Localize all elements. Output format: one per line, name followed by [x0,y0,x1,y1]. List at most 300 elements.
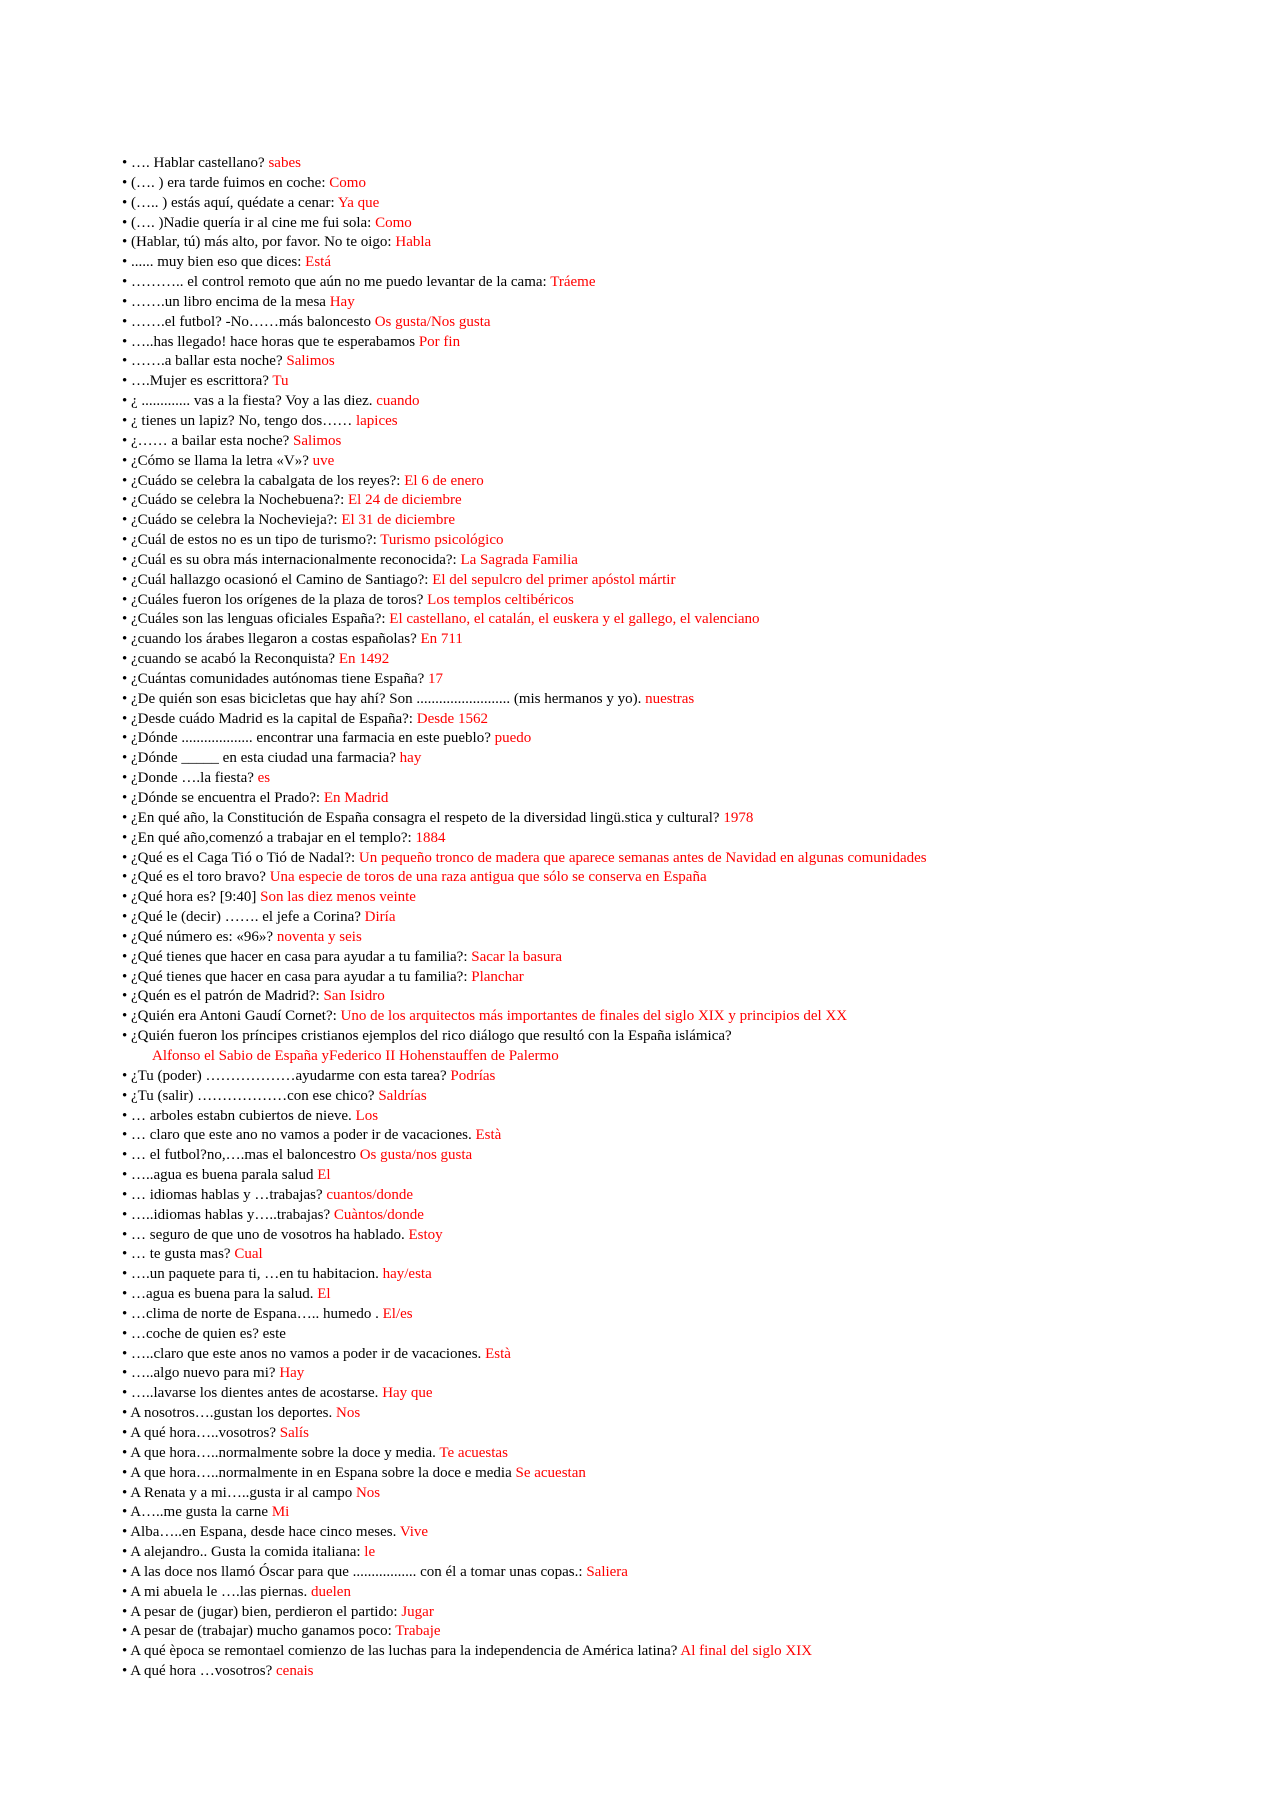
list-item [122,1583,1242,1603]
question-text: A…..me gusta la carne [130,1504,272,1521]
question-text: … claro que este ano no vamos a poder ir de vacaciones. [131,1127,476,1144]
answer-text: nuestras [645,690,695,707]
answer-text: uve [312,452,335,469]
bullet: • [122,1286,132,1303]
list-item [122,1325,1242,1345]
list-item [122,233,1242,253]
list-item [122,710,1242,730]
answer-text: En 1492 [338,651,390,668]
bullet: • [122,432,132,449]
list-item [122,1404,1242,1424]
bullet: • [122,909,132,926]
bullet: • [122,512,132,529]
bullet: • [122,730,132,747]
bullet: • [122,690,132,707]
question-text: ¿Cuádo se celebra la Nochebuena?: [131,492,348,509]
bullet: • [122,1544,131,1561]
question-text: ¿Cuáles fueron los orígenes de la plaza de toros? [131,591,428,608]
answer-text: Turismo psicológico [380,532,504,549]
answer-text: Cual [234,1246,263,1263]
list-item [122,154,1242,174]
question-text: ¿Cuádo se celebra la cabalgata de los reyes?: [131,472,405,489]
answer-text: En 711 [420,631,463,648]
bullet: • [122,1167,132,1184]
list-item-continuation [122,1047,1242,1067]
bullet: • [122,571,132,588]
question-text: ¿Qué tienes que hacer en casa para ayudar a tu familia?: [131,968,472,985]
bullet: • [122,790,132,806]
bullet: • [122,710,132,727]
list-item [122,571,1242,591]
answer-text: El/es [382,1305,413,1322]
answer-text: Vive [399,1524,429,1541]
bullet: • [122,1524,131,1541]
bullet: • [122,889,132,906]
bullet: • [122,492,132,509]
list-item [122,1384,1242,1404]
question-text: ¿Qué número es: «96»? [131,928,277,945]
bullet: • [122,670,132,687]
bullet: • [122,849,132,866]
question-text: A pesar de (jugar) bien, perdieron el partido: [130,1603,402,1620]
answer-text: La Sagrada Familia [460,551,578,568]
list-item [122,1067,1242,1087]
question-text: … seguro de que uno de vosotros ha hablado. [131,1226,409,1243]
question-text: ¿Donde ….la fiesta? [131,770,258,787]
list-item [122,1563,1242,1583]
list-item [122,769,1242,789]
bullet: • [122,1305,132,1322]
answer-text: hay/esta [382,1266,432,1283]
question-text: A las doce nos llamó Óscar para que ................. con él a tomar unas copas.: [130,1563,587,1580]
answer-text: Son las diez menos veinte [260,889,416,906]
list-item [122,1226,1242,1246]
bullet: • [122,928,132,945]
question-text: ¿Cuál de estos no es un tipo de turismo?: [131,532,381,549]
question-text: A que hora…..normalmente sobre la doce y media. [130,1444,440,1461]
list-item [122,928,1242,948]
bullet: • [122,1127,132,1144]
list-item [122,1206,1242,1226]
question-text: ¿ tienes un lapiz? No, tengo dos…… [131,412,356,429]
bullet: • [122,591,132,608]
answer-text: Trabaje [395,1623,441,1640]
list-item [122,610,1242,630]
question-text: ¿Dónde ................... encontrar una farmacia en este pueblo? [131,730,495,747]
answer-text: Salís [279,1425,309,1441]
list-item [122,968,1242,988]
bullet: • [122,1067,132,1084]
question-text: ¿Tu (salir) ………………con ese chico? [131,1087,379,1104]
question-text: ¿Dónde _____ en esta ciudad una farmacia? [131,750,400,767]
bullet: • [122,1107,132,1124]
answer-text: Mi [271,1504,290,1521]
list-item [122,829,1242,849]
question-text: A qué hora …vosotros? [130,1663,276,1680]
question-text: ¿Dónde se encuentra el Prado?: [131,790,324,806]
answer-text: Al final del siglo XIX [680,1643,813,1660]
answer-text: Se acuestan [515,1464,586,1481]
list-item [122,392,1242,412]
bullet: • [122,968,132,985]
answer-text: Habla [395,234,432,251]
question-text: …..lavarse los dientes antes de acostarse. [131,1385,383,1402]
list-item [122,888,1242,908]
answer-text: San Isidro [323,988,385,1005]
question-text: ¿Quén es el patrón de Madrid?: [131,988,324,1005]
answer-text: Tráeme [550,274,596,291]
answer-text: cenais [276,1663,314,1680]
list-item [122,1603,1242,1623]
list-item [122,372,1242,392]
list-item [122,670,1242,690]
list-item [122,1345,1242,1365]
answer-text: Alfonso el Sabio de España yFederico II Hohenstauffen de Palermo [152,1047,559,1064]
question-text: ¿Qué hora es? [9:40] [131,889,261,906]
list-item [122,1265,1242,1285]
question-text: ¿…… a bailar esta noche? [131,432,294,449]
bullet: • [122,234,132,251]
question-text: ¿En qué año, la Constitución de España consagra el respeto de la diversidad lingü.stica y cultural? [131,809,724,826]
list-item [122,908,1242,928]
question-text: A nosotros….gustan los deportes. [130,1405,337,1422]
question-text: ……….. el control remoto que aún no me puedo levantar de la cama: [131,274,551,291]
bullet: • [122,551,132,568]
bullet: • [122,651,132,668]
question-text: …. Hablar castellano? [131,155,269,171]
list-item [122,749,1242,769]
bullet: • [122,1643,131,1660]
answer-text: lapices [355,412,398,429]
bullet: • [122,750,132,767]
answer-text: Desde 1562 [416,710,488,727]
bullet: • [122,1028,132,1045]
question-text: … arboles estabn cubiertos de nieve. [131,1107,356,1124]
list-item [122,273,1242,293]
list-item [122,1285,1242,1305]
list-item [122,849,1242,869]
answer-text: 1884 [415,829,446,846]
bullet: • [122,1583,131,1600]
list-item [122,1642,1242,1662]
bullet: • [122,1266,132,1283]
bullet: • [122,1345,132,1362]
bullet: • [122,1405,131,1422]
answer-text: Os gusta/Nos gusta [374,313,491,330]
question-text: …..claro que este anos no vamos a poder ir de vacaciones. [131,1345,486,1362]
answer-text: Sacar la basura [471,948,563,965]
question-text: A alejandro.. Gusta la comida italiana: [130,1544,365,1561]
bullet: • [122,1623,131,1640]
answer-text: Hay [329,293,355,310]
answer-text: El [317,1167,331,1184]
question-text: …..idiomas hablas y…..trabajas? [131,1206,334,1223]
list-item [122,809,1242,829]
bullet: • [122,770,132,787]
answer-text: Un pequeño tronco de madera que aparece semanas antes de Navidad en algunas comunidades [358,849,927,866]
question-text: ¿Qué es el toro bravo? [131,869,270,886]
list-item [122,1186,1242,1206]
question-text: ...... muy bien eso que dices: [131,254,306,271]
answer-text: Saliera [586,1563,628,1580]
question-text: … idiomas hablas y …trabajas? [131,1186,327,1203]
question-text: ….un paquete para ti, …en tu habitacion. [131,1266,383,1283]
list-item [122,1027,1242,1047]
bullet: • [122,631,132,648]
answer-text: Nos [336,1405,361,1422]
question-text: (Hablar, tú) más alto, por favor. No te oigo: [131,234,396,251]
list-item [122,729,1242,749]
list-item [122,1424,1242,1444]
answer-text: Cuàntos/donde [333,1206,424,1223]
question-text: ¿Cuál hallazgo ocasionó el Camino de Santiago?: [131,571,433,588]
list-item [122,432,1242,452]
question-text: (…. )Nadie quería ir al cine me fui sola: [131,214,376,231]
question-text: (…. ) era tarde fuimos en coche: [131,174,330,191]
question-text: ¿Cuál es su obra más internacionalmente reconocida?: [131,551,461,568]
list-item [122,1146,1242,1166]
bullet: • [122,988,132,1005]
question-text: ….Mujer es escrittora? [131,373,273,390]
list-item [122,472,1242,492]
list-item [122,1662,1242,1682]
question-text: …….a ballar esta noche? [131,353,287,370]
bullet: • [122,254,132,271]
question-text: ¿Cuádo se celebra la Nochevieja?: [131,512,342,529]
question-text: ¿cuando los árabes llegaron a costas españolas? [131,631,421,648]
question-text: ¿Tu (poder) ………………ayudarme con esta tarea? [131,1067,451,1084]
bullet: • [122,293,132,310]
answer-text: Nos [355,1484,381,1501]
answer-text: cuantos/donde [326,1186,414,1203]
bullet: • [122,829,132,846]
bullet: • [122,1325,132,1342]
question-text: ¿En qué año,comenzó a trabajar en el templo?: [131,829,416,846]
bullet: • [122,1246,132,1263]
bullet: • [122,611,132,628]
answer-text: Jugar [401,1603,434,1620]
list-item [122,452,1242,472]
answer-text: Los [355,1107,379,1124]
question-text: ¿Desde cuádo Madrid es la capital de España?: [131,710,417,727]
list-item [122,1007,1242,1027]
bullet: • [122,869,132,886]
list-item [122,868,1242,888]
answer-text: Està [485,1345,511,1362]
list-item [122,1245,1242,1265]
answer-text: 1978 [723,809,754,826]
answer-text: hay [399,750,422,767]
bullet: • [122,1087,132,1104]
bullet: • [122,373,132,390]
bullet: • [122,313,132,330]
bullet: • [122,1226,132,1243]
bullet: • [122,1464,131,1481]
bullet: • [122,1425,131,1441]
list-item [122,511,1242,531]
bullet: • [122,1147,132,1164]
answer-text: puedo [494,730,532,747]
bullet: • [122,274,132,291]
bullet: • [122,1186,132,1203]
bullet: • [122,1206,132,1223]
question-text: …..algo nuevo para mi? [131,1365,280,1382]
bullet: • [122,1385,132,1402]
list-item [122,194,1242,214]
list-item [122,1464,1242,1484]
answer-text: Por fin [418,333,461,350]
answer-text: Hay que [382,1385,433,1402]
list-item [122,1523,1242,1543]
question-text: ¿Quién fueron los príncipes cristianos ejemplos del rico diálogo que resultó con la España islámica? [131,1028,732,1045]
question-text: (….. ) estás aquí, quédate a cenar: [131,194,338,211]
bullet: • [122,174,132,191]
question-text: A qué hora…..vosotros? [130,1425,280,1441]
list-item [122,1166,1242,1186]
answer-text: Ya que [337,194,380,211]
list-item [122,293,1242,313]
answer-text: El del sepulcro del primer apóstol mártir [432,571,676,588]
question-text: A pesar de (trabajar) mucho ganamos poco: [130,1623,396,1640]
answer-text: Una especie de toros de una raza antigua que sólo se conserva en España [269,869,707,886]
list-item [122,591,1242,611]
question-text: Alba…..en Espana, desde hace cinco meses. [130,1524,400,1541]
bullet: • [122,472,132,489]
list-item [122,1484,1242,1504]
question-text: ¿Qué tienes que hacer en casa para ayudar a tu familia?: [131,948,472,965]
answer-text: Te acuestas [439,1444,508,1461]
bullet: • [122,1484,131,1501]
list-item [122,412,1242,432]
list-item [122,1087,1242,1107]
answer-text: noventa y seis [276,928,362,945]
question-text: ¿De quién son esas bicicletas que hay ahí? Son ......................... (mis hermanos y yo). [131,690,646,707]
question-text: …..has llegado! hace horas que te esperabamos [131,333,419,350]
answer-text: Os gusta/nos gusta [359,1147,473,1164]
bullet: • [122,1008,132,1025]
question-text: ¿cuando se acabó la Reconquista? [131,651,339,668]
answer-text: Hay [279,1365,305,1382]
answer-text: Saldrías [378,1087,427,1104]
bullet: • [122,1603,131,1620]
question-text: …agua es buena para la salud. [131,1286,318,1303]
list-item [122,1364,1242,1384]
answer-text: Estoy [408,1226,443,1243]
bullet: • [122,393,132,410]
question-text: …….el futbol? -No……más baloncesto [131,313,375,330]
list-item [122,352,1242,372]
bullet: • [122,333,132,350]
answer-text: El 31 de diciembre [341,512,456,529]
bullet: • [122,1444,131,1461]
question-text: ¿Qué le (decir) ……. el jefe a Corina? [131,909,365,926]
list-item [122,1543,1242,1563]
question-text: ¿Cómo se llama la letra «V»? [131,452,313,469]
answer-text: sabes [268,155,301,171]
bullet: • [122,1663,131,1680]
list-item [122,948,1242,968]
answer-text: En Madrid [323,790,389,806]
answer-text: El [317,1286,331,1303]
answer-text: Uno de los arquitectos más importantes de finales del siglo XIX y principios del XX [340,1008,848,1025]
answer-text: le [364,1544,376,1561]
bullet: • [122,809,132,826]
answer-text: Los templos celtibéricos [427,591,574,608]
answer-text: es [257,770,271,787]
answer-text: duelen [310,1583,351,1600]
answer-text: Está [305,254,331,271]
question-text: …clima de norte de Espana….. humedo . [131,1305,383,1322]
question-text: ¿ ............. vas a la fiesta? Voy a las diez. [131,393,377,410]
question-text: A que hora…..normalmente in en Espana sobre la doce e media [130,1464,516,1481]
answer-text: Como [375,214,412,231]
list-item [122,1503,1242,1523]
answer-text: Està [475,1127,502,1144]
answer-text: Diría [364,909,396,926]
list-item [122,491,1242,511]
list-item [122,789,1242,809]
bullet: • [122,353,132,370]
list-item [122,333,1242,353]
list-item [122,551,1242,571]
list-item [122,253,1242,273]
question-text: …coche de quien es? este [131,1325,286,1342]
question-text: ¿Quién era Antoni Gaudí Cornet?: [131,1008,341,1025]
question-text: ¿Cuáles son las lenguas oficiales España?: [131,611,390,628]
answer-text: El castellano, el catalán, el euskera y el gallego, el valenciano [389,611,760,628]
list-item [122,174,1242,194]
question-text: …..agua es buena parala salud [131,1167,318,1184]
question-text: A mi abuela le ….las piernas. [130,1583,311,1600]
answer-text: 17 [428,670,444,687]
bullet: • [122,532,132,549]
bullet: • [122,1563,131,1580]
list-item [122,1126,1242,1146]
question-text: … te gusta mas? [131,1246,235,1263]
question-text: ¿Cuántas comunidades autónomas tiene España? [131,670,429,687]
list-item [122,987,1242,1007]
bullet: • [122,155,132,171]
answer-text: Salimos [293,432,342,449]
list-item [122,313,1242,333]
answer-text: Planchar [471,968,524,985]
question-text: ¿Qué es el Caga Tió o Tió de Nadal?: [131,849,359,866]
bullet: • [122,1365,132,1382]
list-item [122,1444,1242,1464]
list-item [122,214,1242,234]
qa-list [122,154,1242,1682]
question-text: A qué època se remontael comienzo de las luchas para la independencia de América latina? [130,1643,681,1660]
question-text: …….un libro encima de la mesa [131,293,330,310]
answer-text: Podrías [450,1067,496,1084]
question-text: A Renata y a mi…..gusta ir al campo [130,1484,356,1501]
answer-text: Como [329,174,366,191]
bullet: • [122,948,132,965]
list-item [122,1622,1242,1642]
list-item [122,1107,1242,1127]
list-item [122,690,1242,710]
answer-text: El 24 de diciembre [348,492,462,509]
answer-text: cuando [376,393,420,410]
bullet: • [122,194,132,211]
bullet: • [122,214,132,231]
bullet: • [122,1504,131,1521]
question-text: … el futbol?no,….mas el baloncestro [131,1147,360,1164]
list-item [122,531,1242,551]
bullet: • [122,412,132,429]
answer-text: Tu [272,373,289,390]
bullet: • [122,452,132,469]
